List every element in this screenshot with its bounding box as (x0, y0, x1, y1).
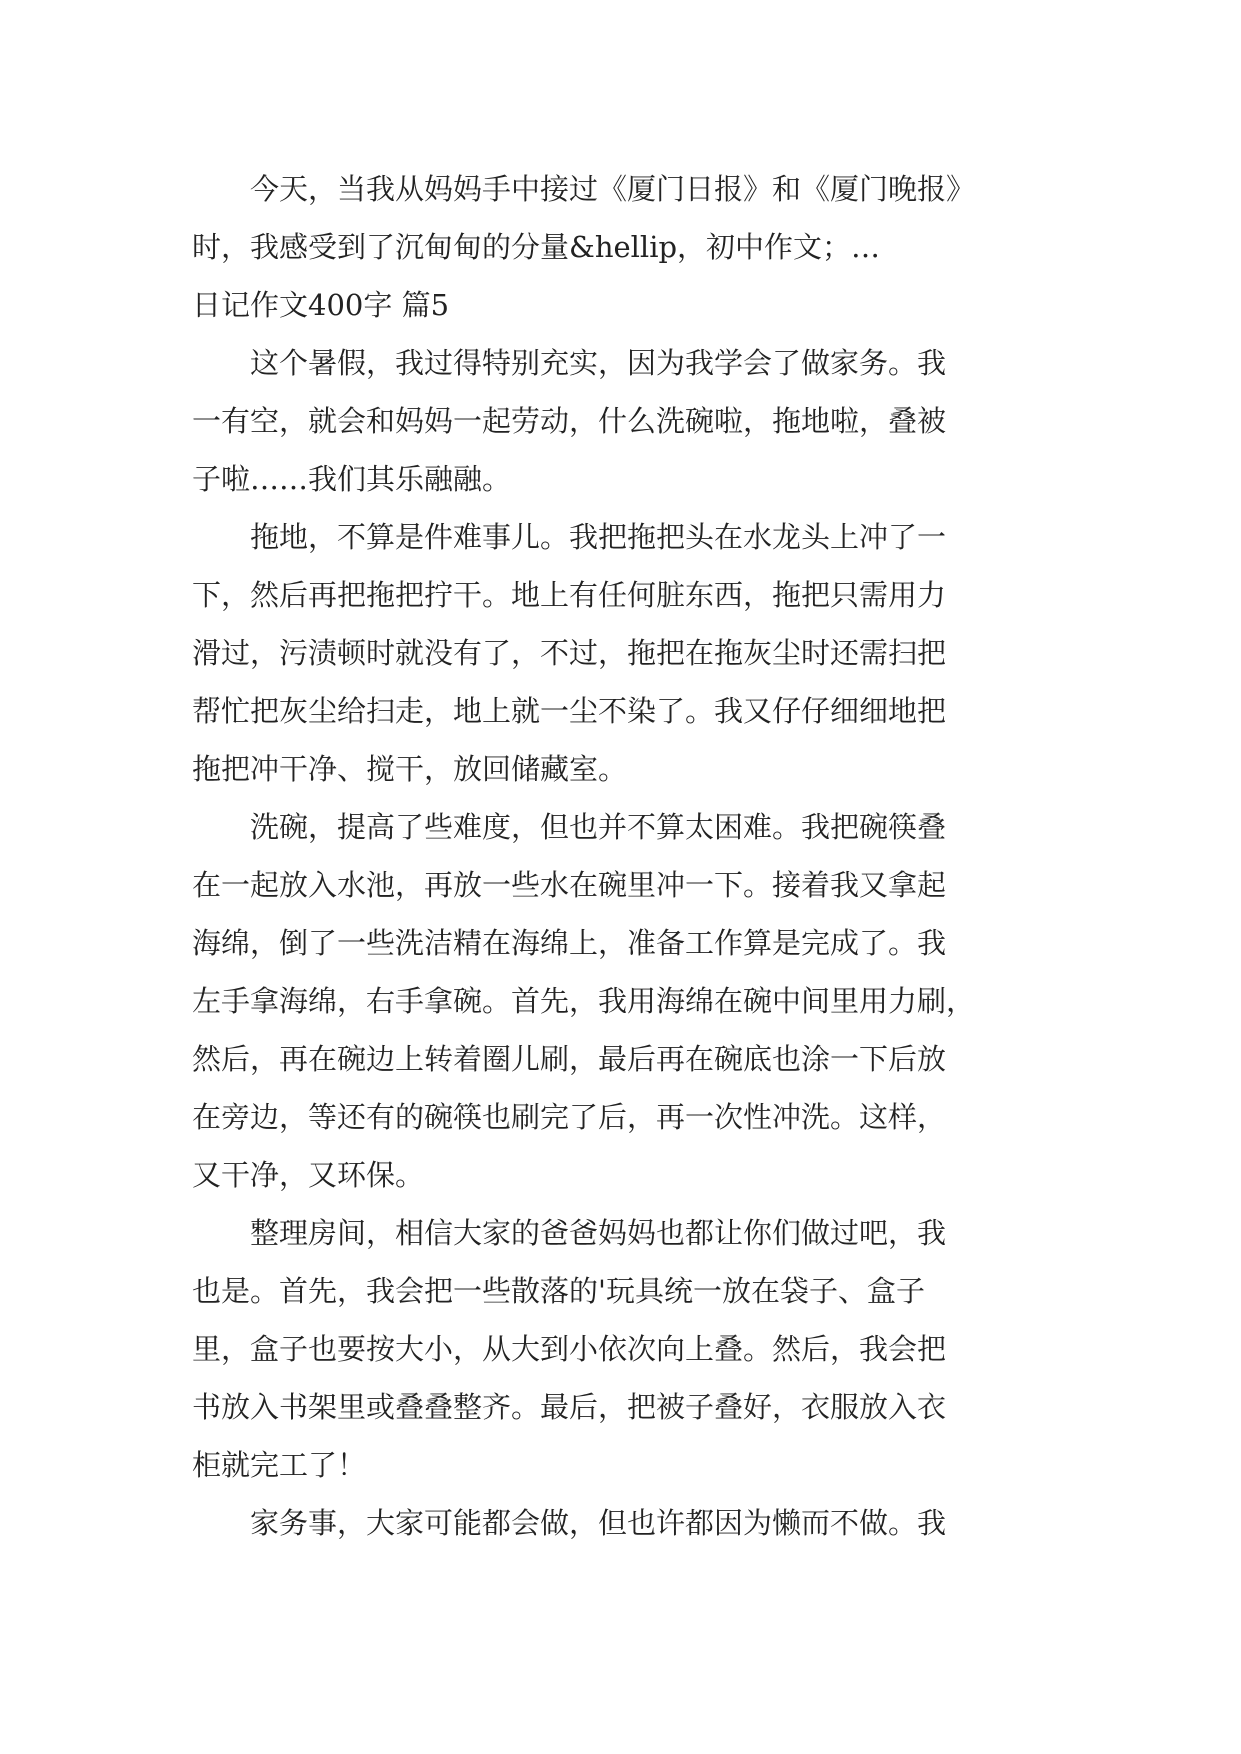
paragraph-line: 在旁边，等还有的碗筷也刷完了后，再一次性冲洗。这样， (192, 1100, 947, 1134)
intro-line: 今天，当我从妈妈手中接过《厦门日报》和《厦门晚报》 (192, 172, 976, 206)
paragraph-line: 然后，再在碗边上转着圈儿刷，最后再在碗底也涂一下后放 (192, 1042, 947, 1076)
paragraph-line: 子啦……我们其乐融融。 (192, 462, 512, 496)
paragraph-line: 滑过，污渍顿时就没有了，不过，拖把在拖灰尘时还需扫把 (192, 636, 947, 670)
paragraph-line: 帮忙把灰尘给扫走，地上就一尘不染了。我又仔仔细细地把 (192, 694, 947, 728)
paragraph-line: 一有空，就会和妈妈一起劳动，什么洗碗啦，拖地啦，叠被 (192, 404, 947, 438)
intro-line: 时，我感受到了沉甸甸的分量&hellip，初中作文；… (192, 230, 881, 264)
paragraph-line: 下，然后再把拖把拧干。地上有任何脏东西，拖把只需用力 (192, 578, 947, 612)
paragraph-line: 整理房间，相信大家的爸爸妈妈也都让你们做过吧，我 (192, 1216, 947, 1250)
paragraph-line: 也是。首先，我会把一些散落的'玩具统一放在袋子、盒子 (192, 1274, 925, 1308)
document-body (192, 160, 1072, 1552)
paragraph-line: 这个暑假，我过得特别充实，因为我学会了做家务。我 (192, 346, 947, 380)
paragraph-line: 家务事，大家可能都会做，但也许都因为懒而不做。我 (192, 1506, 947, 1540)
paragraph-line: 在一起放入水池，再放一些水在碗里冲一下。接着我又拿起 (192, 868, 947, 902)
paragraph-line: 左手拿海绵，右手拿碗。首先，我用海绵在碗中间里用力刷， (192, 984, 976, 1018)
paragraph-line: 拖地，不算是件难事儿。我把拖把头在水龙头上冲了一 (192, 520, 947, 554)
paragraph-line: 书放入书架里或叠叠整齐。最后，把被子叠好，衣服放入衣 (192, 1390, 947, 1424)
paragraph-line: 洗碗，提高了些难度，但也并不算太困难。我把碗筷叠 (192, 810, 947, 844)
section-title: 日记作文400字 篇5 (192, 288, 450, 322)
paragraph-line: 海绵，倒了一些洗洁精在海绵上，准备工作算是完成了。我 (192, 926, 947, 960)
paragraph-line: 拖把冲干净、搅干，放回储藏室。 (192, 752, 628, 786)
paragraph-line: 柜就完工了！ (192, 1448, 367, 1482)
paragraph-line: 又干净，又环保。 (192, 1158, 425, 1192)
paragraph-line: 里，盒子也要按大小，从大到小依次向上叠。然后，我会把 (192, 1332, 947, 1366)
